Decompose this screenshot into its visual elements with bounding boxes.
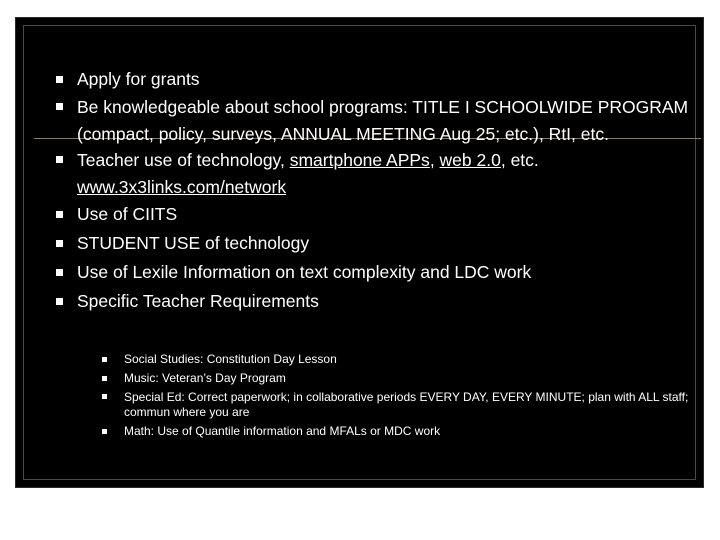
bullet-text: , etc.	[500, 150, 539, 170]
main-bullet-list	[56, 65, 696, 316]
sub-bullet-text: Music: Veteran’s Day Program	[124, 371, 286, 385]
bullet-text: Be knowledgeable about school programs: TITLE I SCHOOLWIDE PROGRAM (compact, policy, surveys, ANNUAL MEETING Aug 25; etc.), RtI, etc.	[77, 97, 689, 144]
bullet-item-student-tech	[56, 229, 696, 258]
sub-item-social-studies	[102, 350, 702, 369]
sub-bullet-list	[102, 350, 702, 441]
bullet-item-grants	[56, 65, 696, 94]
bullet-text: ,	[429, 150, 440, 170]
bullet-item-programs	[56, 94, 696, 147]
square-bullet-icon	[102, 376, 107, 381]
sub-item-music	[102, 369, 702, 388]
square-bullet-icon	[102, 357, 107, 362]
square-bullet-icon	[56, 269, 63, 276]
bullet-text: Use of CIITS	[77, 204, 178, 224]
sub-item-math	[102, 422, 702, 441]
slide	[15, 17, 704, 488]
bullet-item-technology	[56, 147, 696, 200]
square-bullet-icon	[56, 103, 63, 110]
square-bullet-icon	[56, 156, 63, 163]
bullet-item-ciits	[56, 200, 696, 229]
network-url-link[interactable]: www.3x3links.com/network	[77, 176, 287, 197]
sub-bullet-text: Social Studies: Constitution Day Lesson	[124, 352, 337, 366]
bullet-text: Apply for grants	[77, 69, 200, 89]
bullet-text: STUDENT USE of technology	[77, 233, 310, 253]
bullet-text: Use of Lexile Information on text complexity and LDC work	[77, 262, 532, 282]
square-bullet-icon	[102, 394, 107, 399]
bullet-item-teacher-requirements	[56, 287, 696, 316]
square-bullet-icon	[56, 211, 63, 218]
bullet-text: Specific Teacher Requirements	[77, 291, 319, 311]
bullet-item-lexile	[56, 258, 696, 287]
web-2-link[interactable]: web 2.0	[439, 150, 501, 170]
sub-bullet-text: Math: Use of Quantile information and MFALs or MDC work	[124, 424, 441, 438]
sub-bullet-text: Special Ed: Correct paperwork; in collaborative periods EVERY DAY, EVERY MINUTE; plan with ALL staff; commun where you are	[124, 390, 689, 419]
square-bullet-icon	[56, 240, 63, 247]
square-bullet-icon	[56, 298, 63, 305]
square-bullet-icon	[102, 429, 107, 434]
square-bullet-icon	[56, 76, 63, 83]
smartphone-apps-link[interactable]: smartphone APPs	[289, 150, 430, 170]
sub-item-special-ed	[102, 388, 702, 422]
bullet-text: Teacher use of technology,	[77, 150, 290, 170]
